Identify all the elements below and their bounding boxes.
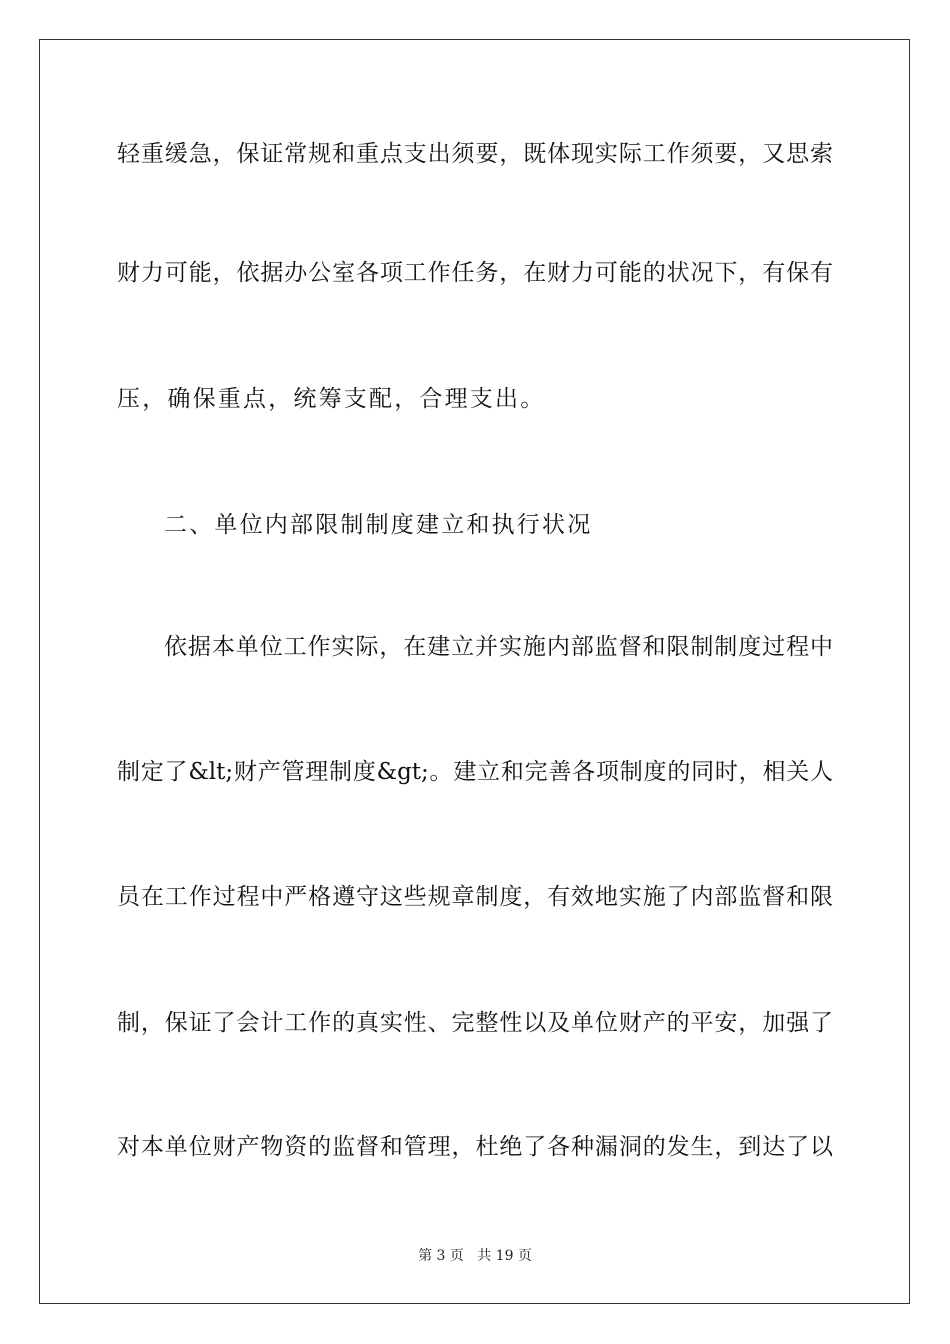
page-number-footer: 第 3 页 共 19 页	[418, 1248, 532, 1264]
section-heading: 二、单位内部限制制度建立和执行状况	[164, 512, 593, 538]
body-text-line-2: 财力可能，依据办公室各项工作任务，在财力可能的状况下，有保有	[117, 260, 833, 286]
body-text-line-5: 依据本单位工作实际，在建立并实施内部监督和限制制度过程中	[164, 634, 833, 660]
body-text-line-9: 对本单位财产物资的监督和管理，杜绝了各种漏洞的发生，到达了以	[117, 1134, 833, 1160]
page-border	[39, 39, 910, 1304]
body-text-line-3: 压，确保重点，统筹支配，合理支出。	[117, 386, 546, 412]
body-text-line-8: 制，保证了会计工作的真实性、完整性以及单位财产的平安，加强了	[117, 1010, 833, 1036]
body-text-line-7: 员在工作过程中严格遵守这些规章制度，有效地实施了内部监督和限	[117, 884, 833, 910]
body-text-line-6: 制定了&lt;财产管理制度&gt;。建立和完善各项制度的同时，相关人	[117, 759, 833, 785]
body-text-line-1: 轻重缓急，保证常规和重点支出须要，既体现实际工作须要，又思索	[117, 141, 833, 167]
